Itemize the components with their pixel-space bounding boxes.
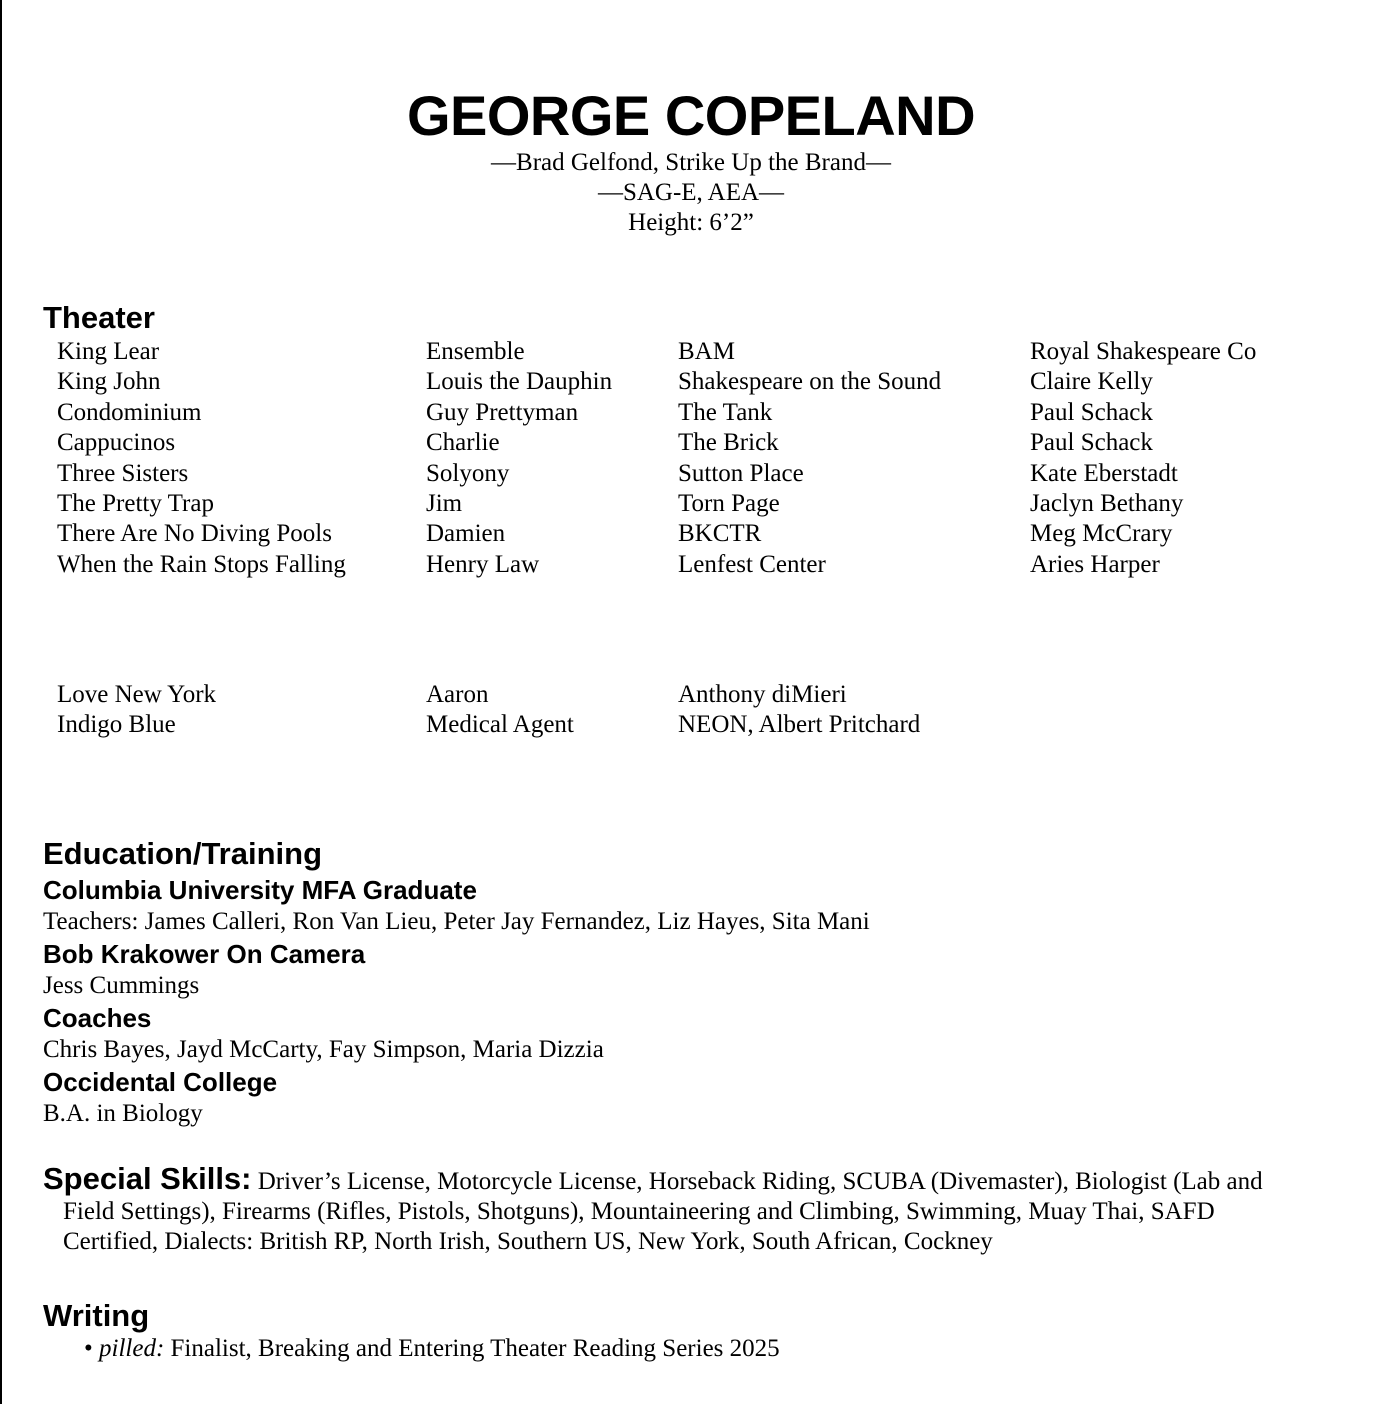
credit-director: Aries Harper [1030, 550, 1160, 578]
resume-header [0, 84, 1382, 238]
credit-venue: Torn Page [678, 489, 780, 517]
credit-title: Indigo Blue [57, 711, 176, 739]
credit-director: Meg McCrary [1030, 520, 1173, 548]
credit-director: Paul Schack [1030, 429, 1153, 457]
writing-item [84, 1334, 780, 1364]
credit-title: The Pretty Trap [57, 489, 214, 517]
education-entry-heading: Occidental College [43, 1067, 278, 1097]
credit-role: Aaron [426, 681, 489, 708]
skills-label: Special Skills: [43, 1161, 252, 1196]
credit-director: Kate Eberstadt [1030, 459, 1178, 487]
credit-title: Cappucinos [57, 429, 176, 457]
credit-title: King Lear [57, 338, 160, 365]
education-entry-heading: Columbia University MFA Graduate [43, 875, 477, 905]
credit-venue: The Brick [678, 429, 779, 457]
skills-line [43, 1161, 1333, 1197]
unions-line: —SAG-E, AEA— [597, 179, 785, 206]
credit-venue: The Tank [678, 398, 773, 426]
credit-venue: BAM [678, 338, 735, 365]
writing-work-title: pilled: [99, 1335, 165, 1362]
skills-line: Certified, Dialects: British RP, North Irish, Southern US, New York, South African, Cockney [63, 1228, 993, 1255]
credit-director: NEON, Albert Pritchard [678, 711, 921, 739]
credit-title: Love New York [57, 681, 217, 708]
education-entry-detail: Jess Cummings [43, 972, 200, 999]
education-heading: Education/Training [43, 836, 323, 871]
education-entry-heading: Coaches [43, 1003, 152, 1033]
credit-venue: Lenfest Center [678, 550, 826, 578]
credit-role: Charlie [426, 429, 500, 457]
credit-role: Ensemble [426, 338, 525, 365]
credit-title: Three Sisters [57, 459, 189, 487]
credit-director: Paul Schack [1030, 398, 1153, 426]
credit-role: Henry Law [426, 550, 540, 578]
height-line: Height: 6’2” [628, 209, 754, 236]
credit-title: When the Rain Stops Falling [57, 550, 346, 578]
writing-detail: Finalist, Breaking and Entering Theater Reading Series 2025 [170, 1335, 780, 1362]
credit-title: There Are No Diving Pools [57, 520, 332, 548]
credit-role: Medical Agent [426, 711, 574, 739]
credit-role: Damien [426, 520, 506, 548]
education-entry-detail: B.A. in Biology [43, 1100, 203, 1127]
credit-director: Jaclyn Bethany [1030, 489, 1184, 517]
actor-name: GEORGE COPELAND [406, 84, 976, 147]
bullet-icon: • [84, 1335, 93, 1362]
credit-role: Louis the Dauphin [426, 368, 613, 396]
credit-title: King John [57, 368, 161, 396]
writing-heading: Writing [43, 1298, 150, 1333]
credit-role: Jim [426, 489, 463, 517]
credit-director: Anthony diMieri [678, 681, 847, 708]
credit-venue: Shakespeare on the Sound [678, 368, 942, 396]
education-list [43, 874, 870, 1130]
credit-director: Claire Kelly [1030, 368, 1153, 396]
education-entry-detail: Teachers: James Calleri, Ron Van Lieu, Peter Jay Fernandez, Liz Hayes, Sita Mani [43, 908, 870, 935]
credit-title: Condominium [57, 398, 202, 426]
skills-text: Driver’s License, Motorcycle License, Horseback Riding, SCUBA (Divemaster), Biologist (Lab and [257, 1168, 1263, 1195]
theater-heading: Theater [43, 300, 155, 335]
credit-role: Guy Prettyman [426, 398, 579, 426]
agent-line: —Brad Gelfond, Strike Up the Brand— [491, 149, 891, 176]
credit-venue: Sutton Place [678, 459, 804, 487]
credit-director: Royal Shakespeare Co [1030, 338, 1257, 365]
credit-venue: BKCTR [678, 520, 762, 548]
education-entry-detail: Chris Bayes, Jayd McCarty, Fay Simpson, Maria Dizzia [43, 1036, 604, 1063]
credit-role: Solyony [426, 459, 510, 487]
special-skills [43, 1161, 1333, 1257]
education-entry-heading: Bob Krakower On Camera [43, 939, 366, 969]
skills-line: Field Settings), Firearms (Rifles, Pistols, Shotguns), Mountaineering and Climbing, Swimming, Muay Thai, SAFD [63, 1198, 1215, 1225]
